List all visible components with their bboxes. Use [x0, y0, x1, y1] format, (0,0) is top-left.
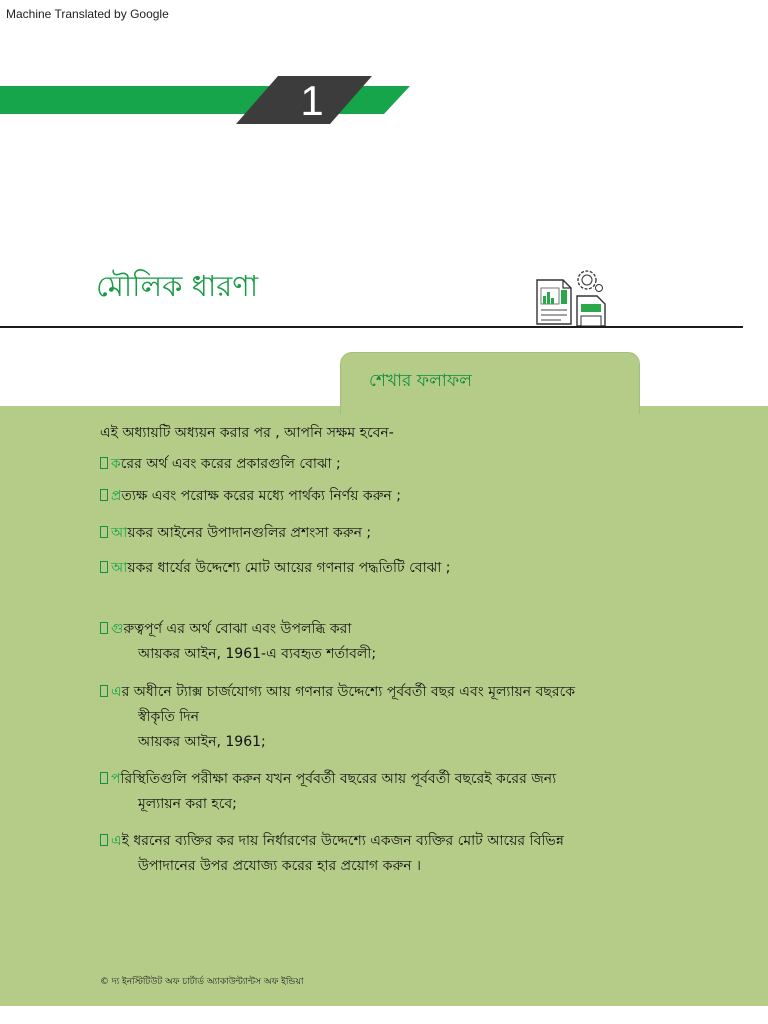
- outcome-lead-text: প: [111, 771, 121, 787]
- outcome-line: [100, 829, 660, 854]
- outcome-lead-text: এ: [111, 833, 122, 849]
- missing-glyph-box-icon: [100, 772, 108, 784]
- missing-glyph-box-icon: [100, 685, 108, 697]
- outcome-item: [100, 617, 660, 667]
- outcome-lead-text: আ: [111, 560, 128, 576]
- outcome-line: [100, 617, 660, 642]
- copyright-footer: © দ্য ইনস্টিটিউট অফ চার্টার্ড অ্যাকাউন্ট্যান্টস অফ ইন্ডিয়া: [100, 977, 304, 987]
- outcome-line-continued: উপাদানের উপর প্রযোজ্য করের হার প্রয়োগ করুন ।: [138, 858, 422, 874]
- outcome-text: রের অর্থ এবং করের প্রকারগুলি বোঝা ;: [120, 456, 341, 472]
- outcome-text: রিস্থিতিগুলি পরীক্ষা করুন যখন পূর্ববর্তী বছরের আয় পূর্ববর্তী বছরেই করের জন্য: [120, 771, 557, 787]
- outcomes-intro: এই অধ্যায়টি অধ্যয়ন করার পর , আপনি সক্ষম হবেন-: [100, 425, 394, 441]
- chapter-banner: [0, 60, 430, 140]
- missing-glyph-box-icon: [100, 457, 108, 469]
- outcome-text: য়কর ধার্যের উদ্দেশ্যে মোট আয়ের গণনার পদ্ধতিটি বোঝা ;: [127, 560, 451, 576]
- outcome-item: [100, 521, 660, 546]
- outcome-line: [100, 484, 660, 509]
- outcome-item: [100, 767, 660, 817]
- title-rule: [0, 326, 743, 328]
- outcome-item: [100, 484, 660, 509]
- outcome-item: [100, 452, 660, 477]
- outcome-line-continued: মূল্যায়ন করা হবে;: [138, 796, 237, 812]
- missing-glyph-box-icon: [100, 622, 108, 634]
- chapter-title: মৌলিক ধারণা: [96, 269, 259, 303]
- outcome-line-continued: আয়কর আইন, 1961-এ ব্যবহৃত শর্তাবলী;: [138, 646, 377, 662]
- outcome-text: ত্যক্ষ এবং পরোক্ষ করের মধ্যে পার্থক্য নির্ণয় করুন ;: [121, 488, 401, 504]
- outcome-lead-text: এ: [111, 684, 122, 700]
- outcome-item: [100, 680, 660, 755]
- outcome-line: [100, 521, 660, 546]
- outcome-line: [100, 767, 660, 792]
- outcome-item: [100, 556, 660, 581]
- outcome-lead-text: গু: [111, 621, 124, 637]
- outcome-line: [100, 452, 660, 477]
- outcome-text: রুত্বপূর্ণ এর অর্থ বোঝা এবং উপলব্ধি করা: [123, 621, 352, 637]
- missing-glyph-box-icon: [100, 834, 108, 846]
- outcome-line-continued: আয়কর আইন, 1961;: [138, 734, 266, 750]
- chart-document-gear-icon: [533, 266, 613, 328]
- outcome-lead-text: প্র: [111, 488, 122, 504]
- missing-glyph-box-icon: [100, 561, 108, 573]
- outcome-lead-text: আ: [111, 525, 128, 541]
- missing-glyph-box-icon: [100, 489, 108, 501]
- learning-outcomes-tab: [340, 352, 640, 414]
- outcome-lead-text: ক: [111, 456, 121, 472]
- chapter-number: 1: [300, 77, 324, 124]
- outcome-line: [100, 680, 660, 705]
- outcome-text: য়কর আইনের উপাদানগুলির প্রশংসা করুন ;: [127, 525, 372, 541]
- outcome-text: ই ধরনের ব্যক্তির কর দায় নির্ধারণের উদ্দেশ্যে একজন ব্যক্তির মোট আয়ের বিভিন্ন: [121, 833, 564, 849]
- learning-outcomes-heading: শেখার ফলাফল: [369, 371, 472, 391]
- outcome-text: র অধীনে ট্যাক্স চার্জযোগ্য আয় গণনার উদ্দেশ্যে পূর্ববর্তী বছর এবং মূল্যায়ন বছরকে: [121, 684, 575, 700]
- machine-translation-note: Machine Translated by Google: [6, 7, 169, 21]
- outcome-line: [100, 556, 660, 581]
- missing-glyph-box-icon: [100, 526, 108, 538]
- outcome-item: [100, 829, 660, 879]
- outcome-line-continued: স্বীকৃতি দিন: [138, 709, 199, 725]
